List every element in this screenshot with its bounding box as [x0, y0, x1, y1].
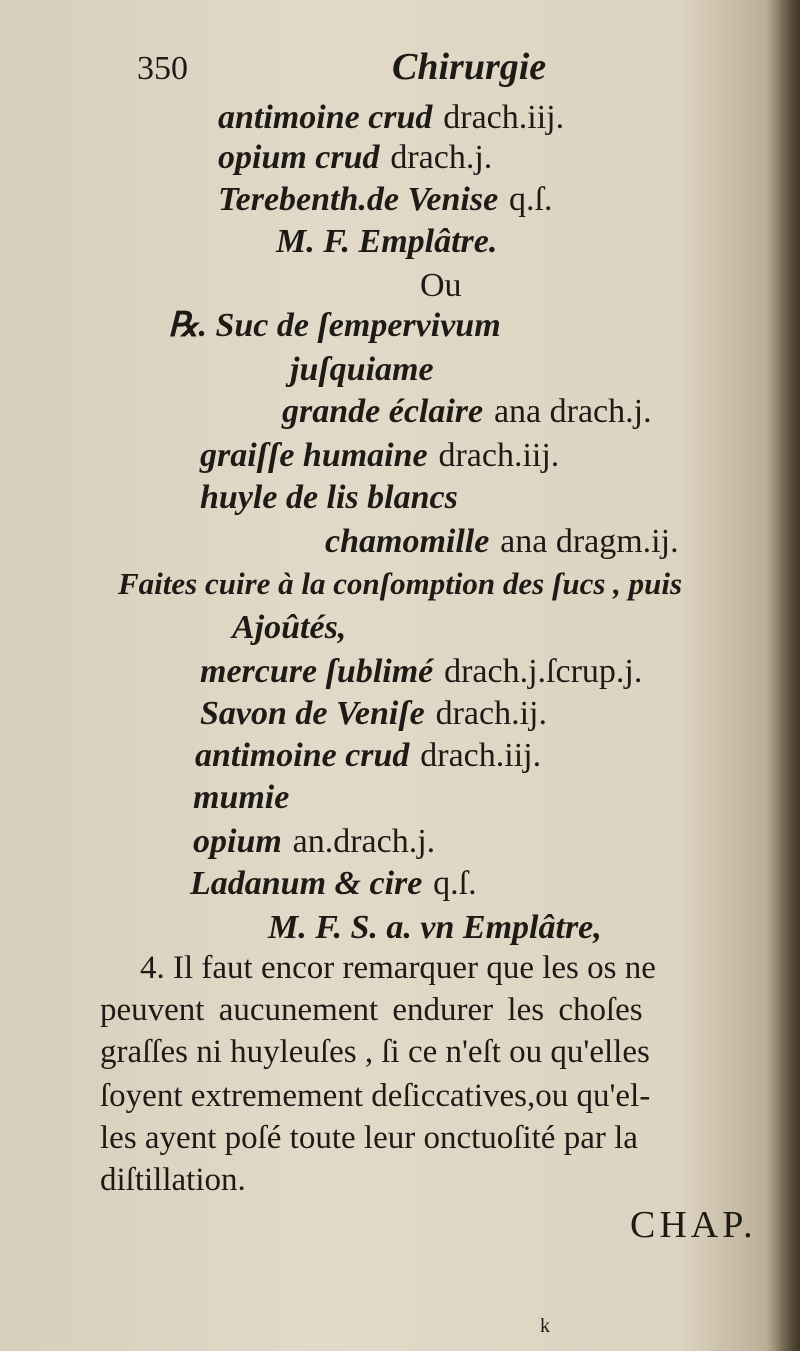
ingredient: Ladanum & cire: [190, 865, 423, 902]
recipe-line: [200, 480, 458, 515]
ingredient: huyle de lis blancs: [200, 479, 458, 516]
ingredient: opium crud: [218, 139, 380, 176]
dosage: ana drach.j.: [493, 393, 652, 430]
dosage: drach.j.: [390, 139, 493, 176]
ingredient: chamomille: [325, 523, 490, 560]
dosage: an.drach.j.: [292, 823, 436, 860]
instruction-text: M. F. Emplâtre.: [276, 223, 498, 260]
recipe-heading: [232, 610, 346, 645]
dosage: drach.iij.: [438, 437, 560, 474]
dosage: q.ſ.: [509, 181, 553, 218]
recipe-line: [190, 866, 477, 901]
instruction-text: Faites cuire à la conſomption des ſucs , puis: [118, 566, 683, 601]
paragraph-line: graſſes ni huyleuſes , ſi ce n'eſt ou qu'elles: [100, 1034, 650, 1070]
ingredient: graiſſe humaine: [200, 437, 428, 474]
recipe-line: [290, 352, 434, 387]
paragraph-line: diſtillation.: [100, 1162, 246, 1198]
dosage: drach.iij.: [420, 737, 542, 774]
heading-text: Ajoûtés,: [232, 609, 347, 646]
ou-text: Ou: [420, 267, 462, 304]
ingredient: opium: [193, 823, 282, 860]
recipe-line: [282, 394, 652, 429]
ingredient: Savon de Veniſe: [200, 695, 425, 732]
ingredient: Terebenth.de Venise: [218, 181, 499, 218]
recipe-line: [200, 438, 559, 473]
ingredient: juſquiame: [290, 351, 434, 388]
recipe-instruction: [276, 224, 497, 259]
running-title: Chirurgie: [392, 46, 547, 88]
recipe-line: [218, 100, 564, 135]
alternative-marker: [420, 268, 462, 303]
recipe-line: [325, 524, 679, 559]
recipe-line: [200, 654, 642, 689]
dosage: ana dragm.ij.: [500, 523, 679, 560]
recipe-line: [195, 738, 541, 773]
instruction-text: M. F. S. a. vn Emplâtre,: [268, 909, 602, 946]
ingredient: ℞. Suc de ſempervivum: [168, 307, 501, 344]
recipe-instruction: [268, 910, 602, 945]
ingredient: grande éclaire: [282, 393, 484, 430]
signature-mark: k: [540, 1315, 550, 1337]
ingredient: antimoine crud: [195, 737, 410, 774]
recipe-line: [193, 824, 435, 859]
paragraph-line: peuvent aucunement endurer les choſes: [100, 992, 643, 1028]
page-gutter-shadow: [766, 0, 800, 1351]
ingredient: mumie: [193, 779, 290, 816]
recipe-line: [200, 696, 547, 731]
recipe-line: [218, 140, 492, 175]
dosage: drach.iij.: [443, 99, 565, 136]
recipe-line: [193, 780, 289, 815]
dosage: drach.j.ſcrup.j.: [444, 653, 643, 690]
dosage: drach.ij.: [435, 695, 547, 732]
paragraph-line: les ayent poſé toute leur onctuoſité par la: [100, 1120, 638, 1156]
page-number: 350: [137, 50, 188, 87]
catchword: CHAP.: [630, 1204, 757, 1246]
ingredient: mercure ſublimé: [200, 653, 434, 690]
dosage: q.ſ.: [433, 865, 477, 902]
recipe-instruction: [118, 568, 682, 600]
recipe-line: [218, 182, 552, 217]
recipe-line: [168, 308, 501, 343]
ingredient: antimoine crud: [218, 99, 433, 136]
paragraph-line: 4. Il faut encor remarquer que les os ne: [140, 950, 656, 986]
paragraph-line: ſoyent extremement deſiccatives,ou qu'el-: [100, 1078, 651, 1114]
